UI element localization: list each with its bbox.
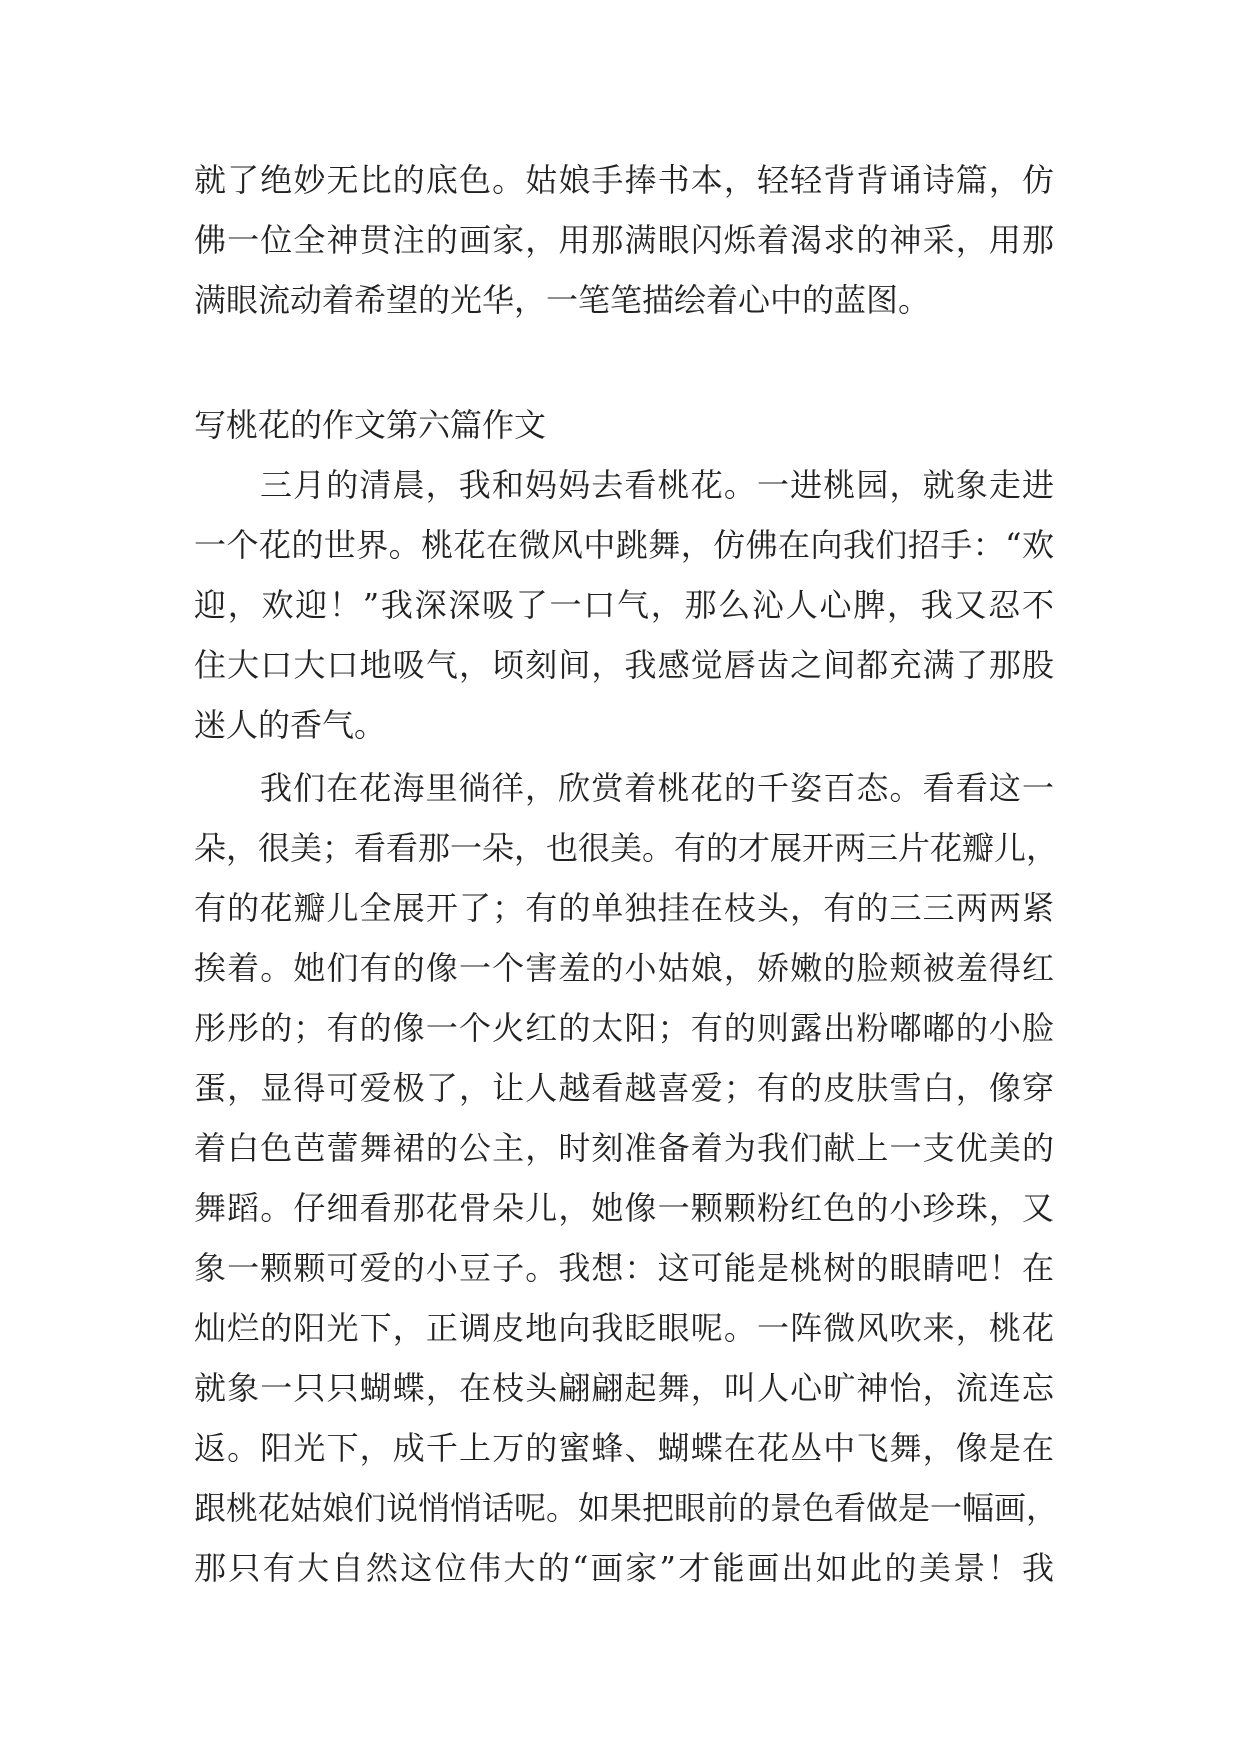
text-line: 象一颗颗可爱的小豆子。我想：这可能是桃树的眼睛吧！在 xyxy=(194,1249,1054,1287)
text-line: 就了绝妙无比的底色。姑娘手捧书本，轻轻背背诵诗篇，仿 xyxy=(194,161,1054,199)
text-line: 就象一只只蝴蝶，在枝头翩翩起舞，叫人心旷神怡，流连忘 xyxy=(194,1369,1054,1407)
text-line: 迎，欢迎！”我深深吸了一口气，那么沁人心脾，我又忍不 xyxy=(194,586,1054,624)
text-line: 灿烂的阳光下，正调皮地向我眨眼呢。一阵微风吹来，桃花 xyxy=(194,1309,1054,1347)
text-line: 着白色芭蕾舞裙的公主，时刻准备着为我们献上一支优美的 xyxy=(194,1129,1054,1167)
paragraph-1 xyxy=(194,455,1054,755)
intro-paragraph xyxy=(194,150,1054,330)
essay-title: 写桃花的作文第六篇作文 xyxy=(194,406,547,444)
text-line: 挨着。她们有的像一个害羞的小姑娘，娇嫩的脸颊被羞得红 xyxy=(194,949,1054,987)
text-line: 迷人的香气。 xyxy=(194,706,387,744)
text-line: 舞蹈。仔细看那花骨朵儿，她像一颗颗粉红色的小珍珠，又 xyxy=(194,1189,1054,1227)
text-line: 我们在花海里徜徉，欣赏着桃花的千姿百态。看看这一 xyxy=(260,769,1054,807)
text-line: 满眼流动着希望的光华，一笔笔描绘着心中的蓝图。 xyxy=(194,281,931,319)
text-line: 跟桃花姑娘们说悄悄话呢。如果把眼前的景色看做是一幅画， xyxy=(194,1489,1059,1527)
text-line: 佛一位全神贯注的画家，用那满眼闪烁着渴求的神采，用那 xyxy=(194,221,1054,259)
text-line: 住大口大口地吸气，顷刻间，我感觉唇齿之间都充满了那股 xyxy=(194,646,1054,684)
text-line: 有的花瓣儿全展开了；有的单独挂在枝头，有的三三两两紧 xyxy=(194,889,1054,927)
text-line: 蛋，显得可爱极了，让人越看越喜爱；有的皮肤雪白，像穿 xyxy=(194,1069,1054,1107)
text-line: 三月的清晨，我和妈妈去看桃花。一进桃园，就象走进 xyxy=(260,466,1054,504)
text-line: 返。阳光下，成千上万的蜜蜂、蝴蝶在花丛中飞舞，像是在 xyxy=(194,1429,1054,1467)
text-line: 朵，很美；看看那一朵，也很美。有的才展开两三片花瓣儿， xyxy=(194,829,1059,867)
paragraph-2 xyxy=(194,758,1059,1598)
text-line: 彤彤的；有的像一个火红的太阳；有的则露出粉嘟嘟的小脸 xyxy=(194,1009,1054,1047)
text-line: 那只有大自然这位伟大的“画家”才能画出如此的美景！我 xyxy=(194,1549,1054,1587)
text-line: 一个花的世界。桃花在微风中跳舞，仿佛在向我们招手：“欢 xyxy=(194,526,1054,564)
